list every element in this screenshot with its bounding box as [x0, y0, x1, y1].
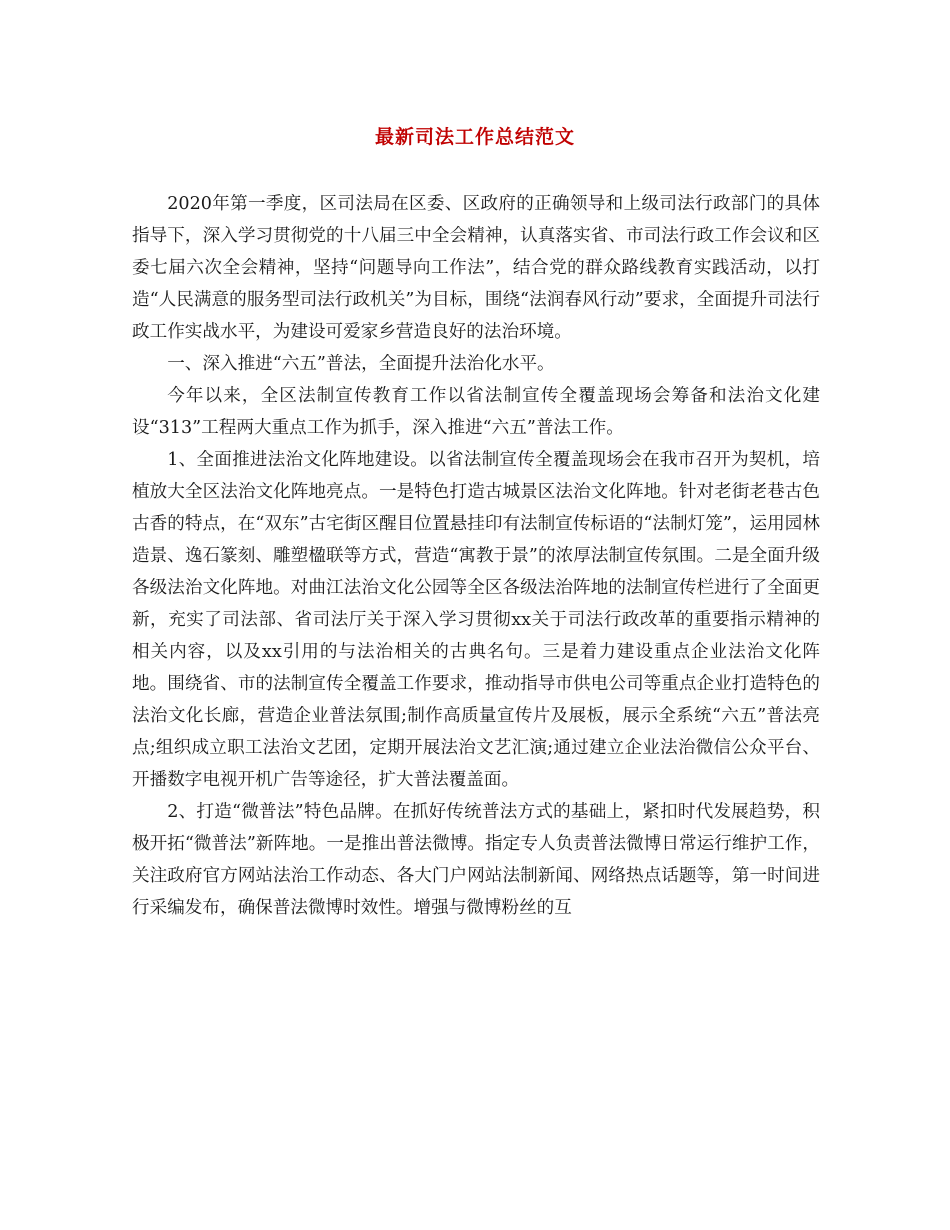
document-body [132, 188, 820, 924]
paragraph-intro: 2020年第一季度，区司法局在区委、区政府的正确领导和上级司法行政部门的具体指导下，深入学习贯彻党的十八届三中全会精神，认真落实省、市司法行政工作会议和区委七届六次全会精神，坚持“问题导向工作法”，结合党的群众路线教育实践活动，以打造“人民满意的服务型司法行政机关”为目标，围绕“法润春风行动”要求，全面提升司法行政工作实战水平，为建设可爱家乡营造良好的法治环境。 [132, 194, 820, 342]
document-title: 最新司法工作总结范文 [374, 126, 575, 148]
paragraph-item-1: 1、全面推进法治文化阵地建设。以省法制宣传全覆盖现场会在我市召开为契机，培植放大全区法治文化阵地亮点。一是特色打造古城景区法治文化阵地。针对老街老巷古色古香的特点，在“双东”古宅街区醒目位置悬挂印有法制宣传标语的“法制灯笼”，运用园林造景、逸石篆刻、雕塑楹联等方式，营造“寓教于景”的浓厚法制宣传氛围。二是全面升级各级法治文化阵地。对曲江法治文化公园等全区各级法治阵地的法制宣传栏进行了全面更新，充实了司法部、省司法厅关于深入学习贯彻xx关于司法行政改革的重要指示精神的相关内容，以及xx引用的与法治相关的古典名句。三是着力建设重点企业法治文化阵地。围绕省、市的法制宣传全覆盖工作要求，推动指导市供电公司等重点企业打造特色的法治文化长廊，营造企业普法氛围;制作高质量宣传片及展板，展示全系统“六五”普法亮点;组织成立职工法治文艺团，定期开展法治文艺汇演;通过建立企业法治微信公众平台、开播数字电视开机广告等途径，扩大普法覆盖面。 [132, 450, 820, 790]
paragraph-section-heading: 一、深入推进“六五”普法，全面提升法治化水平。 [167, 354, 555, 374]
paragraph-item-2: 2、打造“微普法”特色品牌。在抓好传统普法方式的基础上，紧扣时代发展趋势，积极开拓“微普法”新阵地。一是推出普法微博。指定专人负责普法微博日常运行维护工作，关注政府官方网站法治工作动态、各大门户网站法制新闻、网络热点话题等，第一时间进行采编发布，确保普法微博时效性。增强与微博粉丝的互 [132, 802, 820, 918]
paragraph-section-intro: 今年以来，全区法制宣传教育工作以省法制宣传全覆盖现场会筹备和法治文化建设“313”工程两大重点工作为抓手，深入推进“六五”普法工作。 [132, 386, 820, 438]
